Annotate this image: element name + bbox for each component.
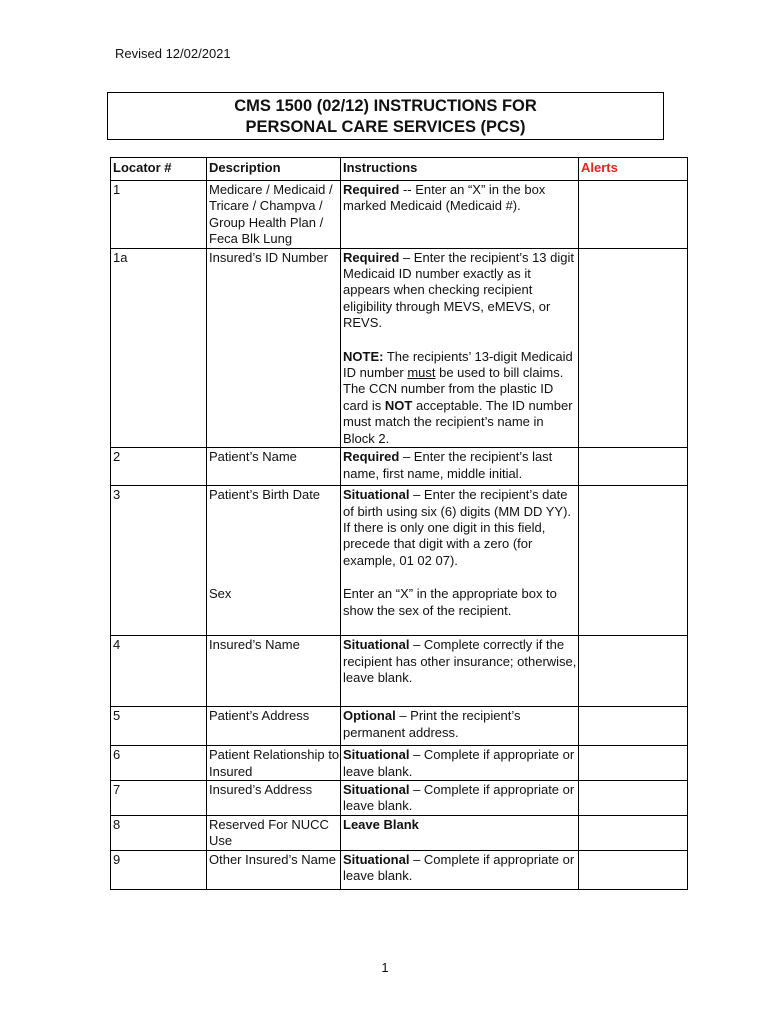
locator-cell: 1a bbox=[111, 248, 207, 447]
description-cell: Insured’s Address bbox=[207, 780, 341, 815]
alerts-cell bbox=[579, 815, 688, 850]
alerts-cell bbox=[579, 248, 688, 447]
locator-cell: 9 bbox=[111, 850, 207, 889]
instructions-cell bbox=[341, 815, 579, 850]
description-cell bbox=[207, 486, 341, 636]
instructions-cell bbox=[341, 746, 579, 781]
requirement-label: Required bbox=[343, 449, 400, 465]
table-row bbox=[111, 850, 688, 889]
title-line-1: CMS 1500 (02/12) INSTRUCTIONS FOR bbox=[234, 97, 537, 115]
instruction-text: – Complete if appropriate or leave blank. bbox=[343, 851, 575, 883]
alerts-cell bbox=[579, 636, 688, 707]
alerts-cell bbox=[579, 850, 688, 889]
header-instructions: Instructions bbox=[341, 158, 579, 181]
title-line-2: PERSONAL CARE SERVICES (PCS) bbox=[245, 118, 526, 136]
description-cell: Patient’s Address bbox=[207, 707, 341, 746]
note-paragraph bbox=[343, 349, 578, 447]
locator-cell: 2 bbox=[111, 448, 207, 486]
requirement-label: Situational bbox=[343, 487, 410, 503]
instructions-cell bbox=[341, 248, 579, 447]
description-cell: Insured’s Name bbox=[207, 636, 341, 707]
locator-cell: 3 bbox=[111, 486, 207, 636]
instructions-cell bbox=[341, 850, 579, 889]
table-row bbox=[111, 181, 688, 249]
requirement-label: Leave Blank bbox=[343, 816, 419, 832]
table-row bbox=[111, 780, 688, 815]
header-alerts: Alerts bbox=[579, 158, 688, 181]
locator-cell: 8 bbox=[111, 815, 207, 850]
instruction-text: – Enter the recipient’s date of birth using six (6) digits (MM DD YY). If there is only one digit in this field, precede that digit with a zero (for example, 01 02 07). bbox=[343, 487, 572, 568]
instructions-cell bbox=[341, 181, 579, 249]
instructions-cell bbox=[341, 486, 579, 636]
table-row bbox=[111, 448, 688, 486]
table-row bbox=[111, 746, 688, 781]
header-description: Description bbox=[207, 158, 341, 181]
description-cell: Patient’s Name bbox=[207, 448, 341, 486]
instruction-text: – Enter the recipient’s 13 digit Medicaid ID number exactly as it appears when checking recipient eligibility through MEVS, eMEVS, or REVS. bbox=[343, 249, 574, 331]
note-text: be used to bill claims. The CCN number from the plastic ID card is bbox=[343, 365, 564, 413]
description-cell: Medicare / Medicaid / Tricare / Champva / Group Health Plan / Feca Blk Lung bbox=[207, 181, 341, 249]
locator-cell: 5 bbox=[111, 707, 207, 746]
note-emphasis-not: NOT bbox=[384, 397, 413, 413]
description-cell: Patient Relationship to Insured bbox=[207, 746, 341, 781]
note-text: acceptable. The ID number must match the recipient’s name in Block 2. bbox=[343, 397, 573, 446]
note-emphasis-must: must bbox=[407, 365, 436, 381]
sub-instruction-text: Enter an “X” in the appropriate box to show the sex of the recipient. bbox=[343, 586, 557, 618]
instruction-text: – Complete if appropriate or leave blank. bbox=[343, 747, 575, 779]
description-text: Patient’s Birth Date bbox=[209, 487, 321, 503]
table-row bbox=[111, 707, 688, 746]
alerts-cell bbox=[579, 181, 688, 249]
description-cell: Insured’s ID Number bbox=[207, 248, 341, 447]
requirement-label: Required bbox=[343, 182, 400, 197]
note-label: NOTE: bbox=[343, 348, 384, 364]
table-row bbox=[111, 486, 688, 636]
instructions-cell bbox=[341, 780, 579, 815]
instruction-text: -- Enter an “X” in the box marked Medicaid (Medicaid #). bbox=[343, 182, 546, 214]
alerts-cell bbox=[579, 780, 688, 815]
locator-cell: 4 bbox=[111, 636, 207, 707]
locator-cell: 6 bbox=[111, 746, 207, 781]
instructions-cell bbox=[341, 636, 579, 707]
locator-cell: 1 bbox=[111, 181, 207, 249]
description-cell: Reserved For NUCC Use bbox=[207, 815, 341, 850]
document-title bbox=[107, 92, 664, 140]
revised-date: Revised 12/02/2021 bbox=[115, 46, 231, 61]
page-number: 1 bbox=[381, 960, 389, 975]
sub-description-text: Sex bbox=[209, 585, 232, 601]
requirement-label: Situational bbox=[343, 637, 410, 653]
header-locator: Locator # bbox=[111, 158, 207, 181]
table-header-row bbox=[111, 158, 688, 181]
instruction-text: – Complete correctly if the recipient has other insurance; otherwise, leave blank. bbox=[343, 637, 577, 685]
locator-cell: 7 bbox=[111, 780, 207, 815]
instructions-cell bbox=[341, 707, 579, 746]
requirement-label: Situational bbox=[343, 781, 410, 797]
note-text: The recipients’ 13-digit Medicaid ID number bbox=[343, 348, 573, 381]
alerts-cell bbox=[579, 707, 688, 746]
alerts-cell bbox=[579, 746, 688, 781]
alerts-cell bbox=[579, 486, 688, 636]
requirement-label: Required bbox=[343, 249, 400, 265]
table-row bbox=[111, 815, 688, 850]
requirement-label: Situational bbox=[343, 747, 410, 763]
instruction-text: – Print the recipient’s permanent address. bbox=[343, 708, 521, 740]
table-row bbox=[111, 636, 688, 707]
description-cell: Other Insured’s Name bbox=[207, 850, 341, 889]
instructions-table bbox=[110, 157, 688, 890]
instructions-cell bbox=[341, 448, 579, 486]
instruction-text: – Enter the recipient’s last name, first name, middle initial. bbox=[343, 449, 553, 481]
alerts-cell bbox=[579, 448, 688, 486]
requirement-label: Optional bbox=[343, 708, 396, 724]
requirement-label: Situational bbox=[343, 851, 410, 867]
instruction-text: – Complete if appropriate or leave blank. bbox=[343, 781, 575, 814]
table-row bbox=[111, 248, 688, 447]
